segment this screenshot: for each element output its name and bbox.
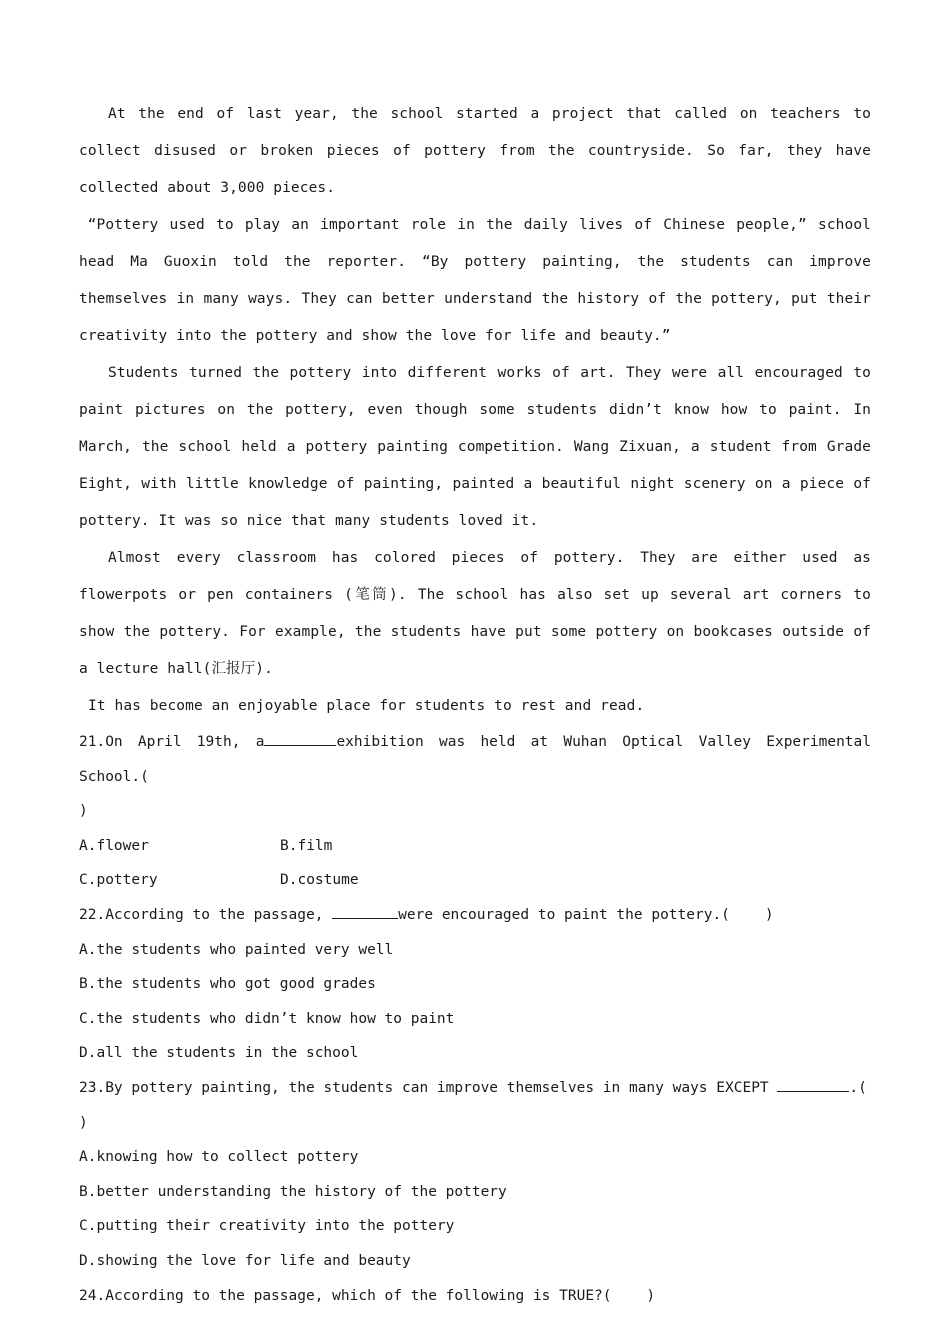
question-22 (79, 898, 871, 1071)
question-23-stem-end: .( (849, 1079, 867, 1096)
passage-paragraph-4: Almost every classroom has colored pieces of pottery. They are either used as flowerpots or pen containers (笔筒). The school has also set up several art corners to show the pottery. For example, the students have put some pottery on bookcases outside of a lecture hall(汇报厅). (79, 550, 871, 677)
option-a: A.knowing how to collect pottery (79, 1149, 359, 1166)
option-d: D.all the students in the school (79, 1045, 359, 1062)
question-23-stem-start: 23.By pottery painting, the students can improve themselves in many ways EXCEPT (79, 1079, 778, 1096)
document-page (79, 96, 871, 1313)
option-d: D.showing the love for life and beauty (79, 1252, 411, 1269)
question-21-stem-start: 21.On April 19th, a (79, 734, 265, 750)
question-22-stem-start: 22.According to the passage, (79, 906, 333, 923)
passage-paragraph-2: “Pottery used to play an important role in the daily lives of Chinese people,” school head Ma Guoxin told the reporter. “By pottery painting, the students can improve themselves in many ways. They can better understand the history of the pottery, put their creativity into the pottery and show the love for life and beauty.” (79, 217, 871, 344)
option-c: C.putting their creativity into the pottery (79, 1218, 455, 1235)
question-23 (79, 1071, 871, 1279)
question-21 (79, 725, 871, 898)
question-21-stem (79, 725, 871, 794)
question-22-stem (79, 898, 871, 933)
question-21-options-row-2 (79, 863, 871, 898)
question-24 (79, 1279, 871, 1314)
question-23-close: ) (79, 1114, 88, 1131)
answer-blank (264, 731, 336, 746)
option-b: B.better understanding the history of the pottery (79, 1183, 507, 1200)
passage-paragraph-4-end: It has become an enjoyable place for students to rest and read. (88, 698, 645, 714)
question-23-stem (79, 1071, 871, 1106)
answer-blank (777, 1077, 849, 1092)
option-d: D.costume (280, 872, 359, 889)
question-24-stem: 24.According to the passage, which of the following is TRUE?( ) (79, 1287, 656, 1304)
question-21-stem-end: exhibition was held at Wuhan Optical Valley Experimental School.( (79, 734, 871, 785)
answer-blank (332, 904, 398, 919)
passage-paragraph-1: At the end of last year, the school started a project that called on teachers to collect disused or broken pieces of pottery from the countryside. So far, they have collected about 3,000 pieces. (79, 106, 871, 196)
option-c: C.the students who didn’t know how to paint (79, 1010, 455, 1027)
option-a: A.the students who painted very well (79, 941, 394, 958)
option-a: A.flower (79, 837, 149, 854)
option-b: B.the students who got good grades (79, 976, 376, 993)
passage-paragraph-3: Students turned the pottery into different works of art. They were all encouraged to paint pictures on the pottery, even though some students didn’t know how to paint. In March, the school held a pottery painting competition. Wang Zixuan, a student from Grade Eight, with little knowledge of painting, painted a beautiful night scenery on a piece of pottery. It was so nice that many students loved it. (79, 365, 871, 529)
question-21-close: ) (79, 803, 88, 820)
question-21-options-row-1 (79, 829, 871, 864)
option-c: C.pottery (79, 872, 158, 889)
option-b: B.film (280, 837, 333, 854)
question-22-stem-end: were encouraged to paint the pottery.( ) (398, 906, 774, 923)
